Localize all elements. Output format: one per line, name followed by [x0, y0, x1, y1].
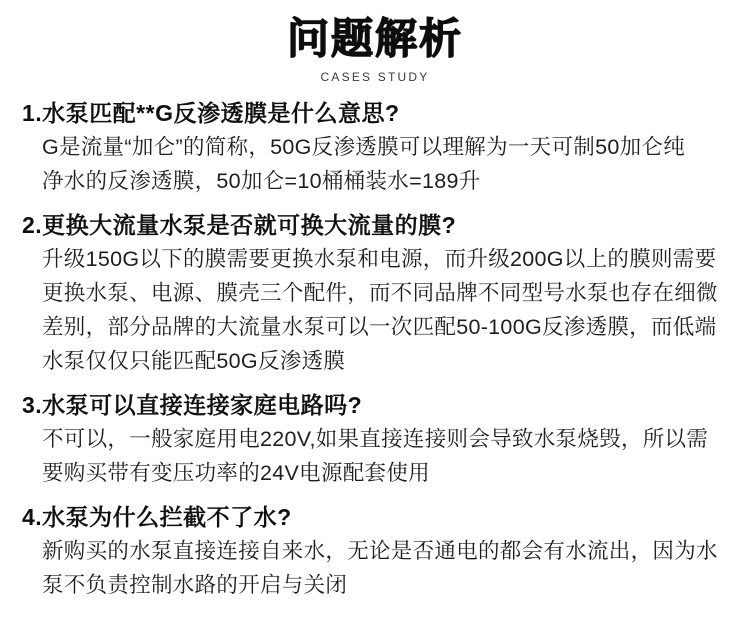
answer-4 [22, 534, 732, 602]
question-1: 1.水泵匹配**G反渗透膜是什么意思? [22, 100, 400, 126]
answer-1 [22, 130, 732, 198]
answer-2 [22, 242, 732, 378]
answer-4-line-2: 泵不负责控制水路的开启与关闭 [42, 573, 348, 597]
page-header [0, 0, 750, 84]
answer-3-line-2: 要购买带有变压功率的24V电源配套使用 [42, 461, 430, 485]
answer-1-line-1: G是流量“加仑”的简称，50G反渗透膜可以理解为一天可制50加仑纯 [42, 135, 685, 159]
answer-1-line-2: 净水的反渗透膜，50加仑=10桶桶装水=189升 [42, 169, 481, 193]
question-4: 4.水泵为什么拦截不了水? [22, 504, 292, 530]
question-3: 3.水泵可以直接连接家庭电路吗? [22, 392, 363, 418]
qa-section-4 [22, 500, 732, 602]
answer-4-line-1: 新购买的水泵直接连接自来水，无论是否通电的都会有水流出，因为水 [42, 539, 718, 563]
qa-section-2 [22, 208, 732, 378]
page-subtitle: CASES STUDY [320, 70, 430, 84]
qa-section-1 [22, 96, 732, 198]
page-title: 问题解析 [286, 15, 463, 62]
answer-2-line-1: 升级150G以下的膜需要更换水泵和电源，而升级200G以上的膜则需要 [42, 247, 717, 271]
answer-3-line-1: 不可以，一般家庭用电220V,如果直接连接则会导致水泵烧毁，所以需 [42, 427, 709, 451]
answer-2-line-2: 更换水泵、电源、膜壳三个配件，而不同品牌不同型号水泵也存在细微 [42, 281, 718, 305]
question-2: 2.更换大流量水泵是否就可换大流量的膜? [22, 212, 457, 238]
answer-2-line-3: 差别，部分品牌的大流量水泵可以一次匹配50-100G反渗透膜，而低端 [42, 315, 717, 339]
qa-section-3 [22, 388, 732, 490]
qa-content [0, 84, 750, 602]
answer-3 [22, 422, 732, 490]
answer-2-line-4: 水泵仅仅只能匹配50G反渗透膜 [42, 349, 346, 373]
